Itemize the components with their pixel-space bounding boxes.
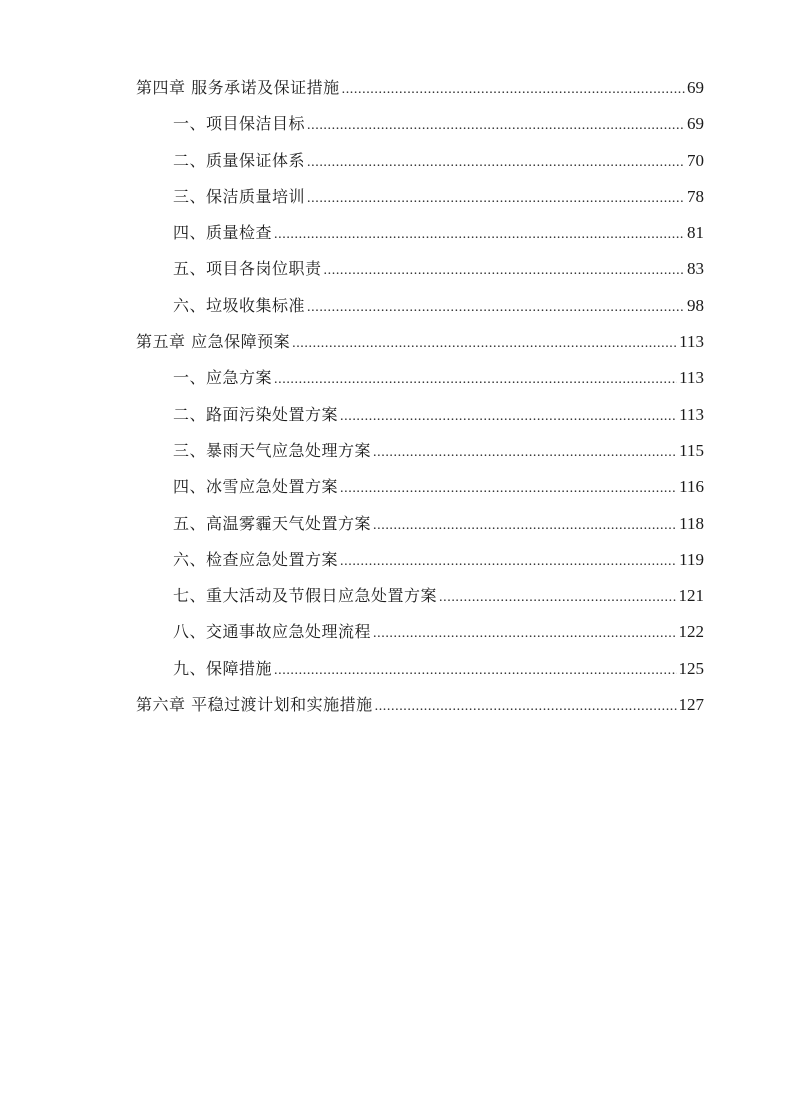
toc-entry[interactable]	[136, 475, 704, 511]
toc-entry-label: 二、质量保证体系	[173, 150, 306, 170]
toc-entry-label: 四、质量检查	[173, 223, 273, 243]
dot-leader	[307, 151, 685, 175]
toc-entry-chapter-4[interactable]	[136, 76, 704, 112]
dot-leader	[307, 187, 685, 211]
dot-leader	[373, 441, 677, 465]
dot-leader	[274, 223, 685, 247]
dot-leader	[340, 405, 677, 429]
dot-leader	[292, 332, 677, 356]
toc-entry-page: 113	[679, 404, 704, 424]
toc-entry-page: 118	[679, 513, 704, 533]
toc-entry-chapter-6[interactable]	[136, 693, 704, 729]
toc-entry[interactable]	[136, 657, 704, 693]
toc-entry-chapter-5[interactable]	[136, 330, 704, 366]
dot-leader	[375, 695, 677, 719]
toc-entry-label: 第六章 平稳过渡计划和实施措施	[136, 695, 373, 715]
toc-entry-label: 六、检查应急处置方案	[173, 549, 339, 569]
toc-entry-page: 78	[687, 186, 704, 206]
toc-entry[interactable]	[136, 112, 704, 148]
toc-entry-page: 119	[679, 549, 704, 569]
toc-entry[interactable]	[136, 584, 704, 620]
toc-entry[interactable]	[136, 512, 704, 548]
toc-entry[interactable]	[136, 149, 704, 185]
toc-entry-page: 127	[678, 695, 704, 715]
toc-entry-label: 六、垃圾收集标准	[173, 295, 306, 315]
toc-entry-label: 一、应急方案	[173, 368, 273, 388]
toc-entry-label: 七、重大活动及节假日应急处置方案	[173, 586, 438, 606]
table-of-contents	[136, 76, 704, 729]
toc-entry-label: 一、项目保洁目标	[173, 114, 306, 134]
dot-leader	[274, 659, 676, 683]
toc-entry-page: 113	[679, 368, 704, 388]
toc-entry-page: 98	[687, 295, 704, 315]
toc-entry-page: 122	[678, 622, 704, 642]
toc-entry[interactable]	[136, 366, 704, 402]
dot-leader	[324, 259, 685, 283]
toc-entry-page: 81	[687, 223, 704, 243]
dot-leader	[373, 622, 676, 646]
toc-entry-label: 第五章 应急保障预案	[136, 332, 291, 352]
toc-entry-label: 五、高温雾霾天气处置方案	[173, 513, 372, 533]
toc-entry-label: 四、冰雪应急处置方案	[173, 477, 339, 497]
toc-entry[interactable]	[136, 185, 704, 221]
toc-entry[interactable]	[136, 257, 704, 293]
toc-entry-label: 三、暴雨天气应急处理方案	[173, 440, 372, 460]
toc-entry[interactable]	[136, 439, 704, 475]
toc-entry-page: 69	[687, 114, 704, 134]
dot-leader	[307, 296, 685, 320]
toc-entry[interactable]	[136, 403, 704, 439]
dot-leader	[342, 78, 685, 102]
toc-entry-page: 69	[687, 78, 704, 97]
toc-entry[interactable]	[136, 620, 704, 656]
toc-entry-page: 113	[679, 332, 704, 352]
toc-entry-label: 二、路面污染处置方案	[173, 404, 339, 424]
toc-entry-label: 第四章 服务承诺及保证措施	[136, 78, 340, 97]
dot-leader	[307, 114, 685, 138]
toc-entry-page: 70	[687, 150, 704, 170]
toc-entry[interactable]	[136, 221, 704, 257]
dot-leader	[373, 514, 677, 538]
toc-entry-page: 115	[679, 440, 704, 460]
toc-entry-page: 116	[679, 477, 704, 497]
dot-leader	[340, 550, 677, 574]
dot-leader	[439, 586, 676, 610]
toc-entry-page: 121	[678, 586, 704, 606]
toc-entry-label: 九、保障措施	[173, 658, 273, 678]
toc-entry-page: 125	[678, 658, 704, 678]
toc-entry-label: 三、保洁质量培训	[173, 186, 306, 206]
dot-leader	[340, 477, 677, 501]
toc-entry-label: 五、项目各岗位职责	[173, 259, 322, 279]
dot-leader	[274, 368, 677, 392]
toc-entry[interactable]	[136, 548, 704, 584]
toc-entry-label: 八、交通事故应急处理流程	[173, 622, 372, 642]
toc-entry[interactable]	[136, 294, 704, 330]
toc-entry-page: 83	[687, 259, 704, 279]
